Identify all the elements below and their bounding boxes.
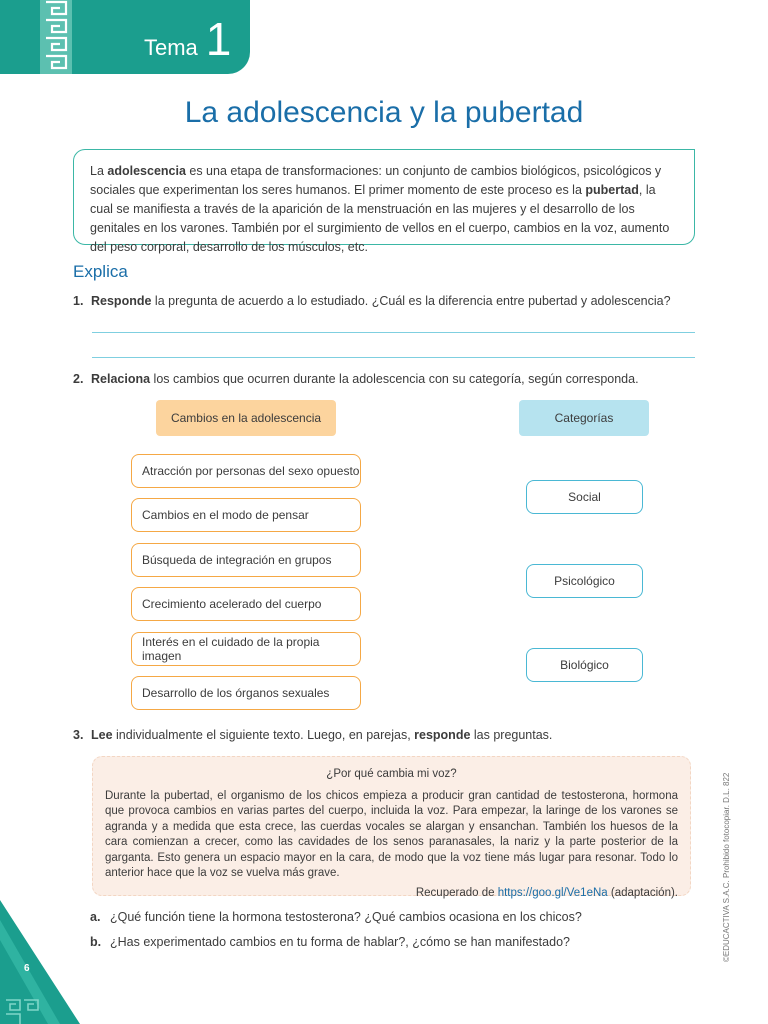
sub-question-text: ¿Qué función tiene la hormona testosterona? ¿Qué cambios ocasiona en los chicos? [110,910,582,924]
intro-box [73,149,695,254]
page-title: La adolescencia y la pubertad [184,96,584,129]
reading-text: Durante la pubertad, el organismo de los chicos empieza a producir gran cantidad de testosterona, hormona que provoca cambios en varias partes del cuerpo, incluida la voz. Para empezar, la laringe de los varones se agranda y a medida que esta crece, las cuerdas vocales se alargan y ensanchan. También los huesos de la cara comienzan a crecer, como las cavidades de los senos paranasales, la nariz y la parte posterior de la garganta. Esto genera un espacio mayor en la cara, de modo que la voz tiene más lugar para resonar. Todo lo anterior hace que la voz se vuelva más grave. [105,789,678,879]
question-verb: Lee [91,728,113,742]
answer-line[interactable] [92,357,695,358]
tema-number: 1 [205,13,232,65]
question-text: los cambios que ocurren durante la adolescencia con su categoría, según corresponda. [150,372,639,386]
question-text: las preguntas. [470,728,553,742]
tema-word: Tema [144,35,198,60]
reading-title: ¿Por qué cambia mi voz? [326,768,457,780]
column-header-categories: Categorías [519,400,649,436]
intro-text: La [90,164,108,178]
question-verb: Relaciona [91,372,151,386]
question-number: 3. [73,728,84,742]
source-link[interactable]: https://goo.gl/Ve1eNa [497,886,608,899]
source-prefix: Recuperado de [415,886,498,899]
change-item[interactable]: Cambios en el modo de pensar [131,498,361,532]
sub-question-a [90,910,582,924]
source-suffix: (adaptación). [607,886,678,899]
sub-question-letter: b. [90,935,102,949]
reading-source [105,886,678,902]
page-number: 6 [24,963,30,974]
category-biologico[interactable]: Biológico [526,648,643,682]
answer-line[interactable] [92,332,695,333]
tema-label [144,13,232,65]
intro-bold-term: adolescencia [107,164,186,178]
change-item[interactable]: Búsqueda de integración en grupos [131,543,361,577]
corner-decoration-icon [0,900,80,1024]
question-1 [73,294,671,308]
change-item[interactable]: Atracción por personas del sexo opuesto [131,454,361,488]
change-item[interactable]: Crecimiento acelerado del cuerpo [131,587,361,621]
question-number: 1. [73,294,84,308]
question-verb: responde [414,728,471,742]
sub-question-b [90,935,570,949]
copyright-note: ©EDUCACTIVA S.A.C. Prohibido fotocopiar. D.L. 822 [722,772,731,962]
greek-key-icon [40,0,72,74]
sub-question-letter: a. [90,910,101,924]
category-psicologico[interactable]: Psicológico [526,564,643,598]
question-2 [73,372,639,386]
question-3 [73,728,552,742]
question-text: la pregunta de acuerdo a lo estudiado. ¿Cuál es la diferencia entre pubertad y adolescencia? [151,294,671,308]
intro-bold-term: pubertad [585,183,639,197]
change-item[interactable]: Desarrollo de los órganos sexuales [131,676,361,710]
intro-text: es una etapa de transformaciones: un conjunto de cambios biológicos, psicológicos y sociales que experimentan los seres humanos. El primer momento de este proceso es la [90,164,662,197]
column-header-changes: Cambios en la adolescencia [156,400,336,436]
header-band [0,0,250,74]
question-verb: Responde [91,294,152,308]
reading-box [92,756,691,899]
question-text: individualmente el siguiente texto. Luego, en parejas, [112,728,415,742]
question-number: 2. [73,372,84,386]
category-social[interactable]: Social [526,480,643,514]
change-item[interactable]: Interés en el cuidado de la propia imagen [131,632,361,666]
intro-text: , la cual se manifiesta a través de la aparición de la menstruación en las mujeres y el desarrollo de los genitales en los varones. También por el surgimiento de vellos en el cuerpo, cambios en la voz, aumento del peso corporal, desarrollo de los músculos, etc. [90,183,670,254]
sub-question-text: ¿Has experimentado cambios en tu forma de hablar?, ¿cómo se han manifestado? [110,935,570,949]
section-title: Explica [73,262,128,281]
